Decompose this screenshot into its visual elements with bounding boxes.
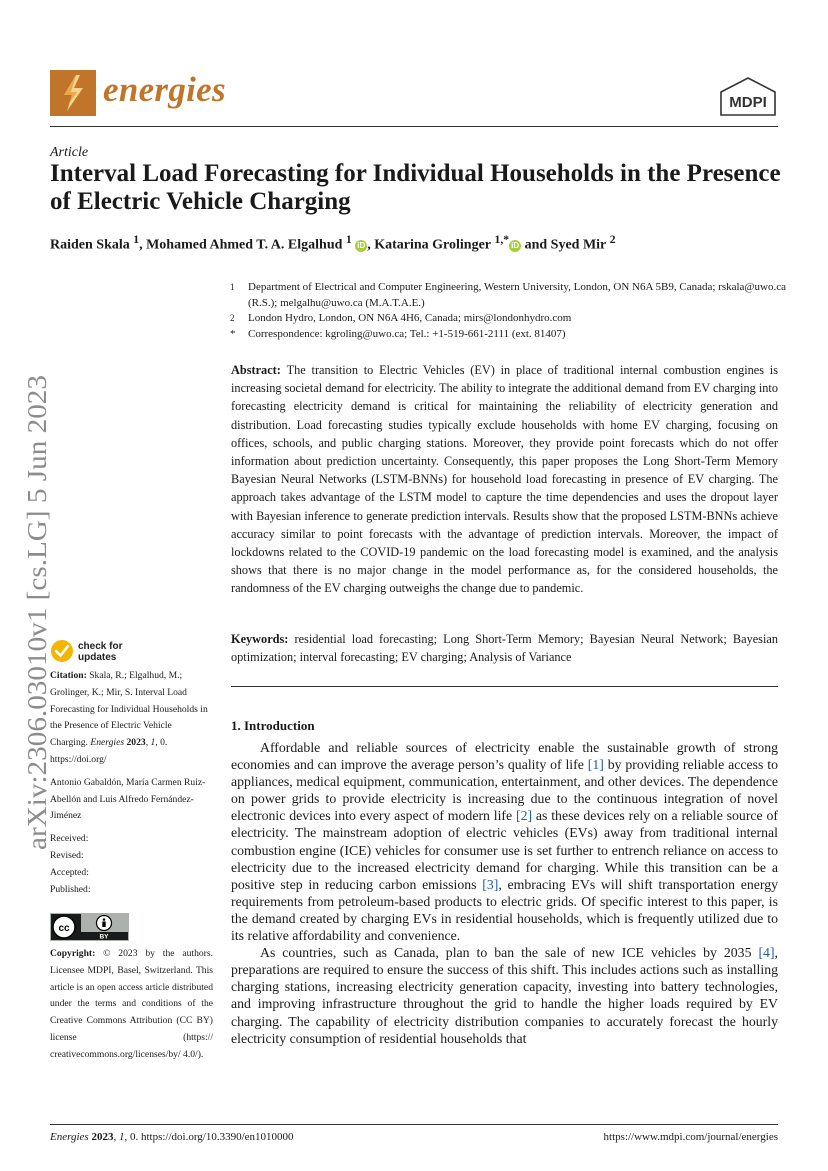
paragraph: As countries, such as Canada, plan to ban the sale of new ICE vehicles by 2035 [4], preparations are required to ensure the success of this shift. This includes actions such as installing charging stations, increasing electricity generation capacity, investing into battery technologies, and improving infrastructure throughout the grid to handle the higher loads required by EV charging. The capability of electricity distribution companies to accurately forecast the hourly electricity consumption of residential households that <box>231 945 778 1046</box>
affiliation-mark: 1 <box>230 282 235 292</box>
publication-dates <box>50 831 212 898</box>
cc-by-license-badge[interactable] <box>50 913 129 941</box>
article-type: Article <box>50 145 89 160</box>
svg-text:arXiv:2306.03010v1 [cs.LG] 5: arXiv:2306.03010v1 [cs.LG] 5 Jun 2023 <box>22 410 52 850</box>
orcid-icon[interactable]: iD <box>511 240 520 250</box>
correspondence-text: Correspondence: kgroling@uwo.ca; Tel.: +1-519-661-2111 (ext. 81407) <box>248 327 566 340</box>
author-name[interactable]: Syed Mir <box>550 237 607 253</box>
affiliation-text: London Hydro, London, ON N6A 4H6, Canada; mirs@londonhydro.com <box>248 312 572 324</box>
published-label: Published: <box>50 883 91 895</box>
author-affiliation-mark: 2 <box>609 233 616 246</box>
author-affiliation-mark: 1,* <box>494 233 510 246</box>
citation-label: Citation: <box>50 670 87 681</box>
footer-divider <box>50 1124 778 1125</box>
footer-year: 2023 <box>91 1131 114 1143</box>
svg-text:check for: check for <box>78 641 123 652</box>
citation-link[interactable]: [4] <box>758 945 775 961</box>
journal-logo[interactable] <box>50 70 96 116</box>
footer-journal: Energies <box>50 1131 89 1143</box>
section-heading-introduction: 1. Introduction <box>231 718 315 733</box>
author-name[interactable]: Katarina Grolinger <box>374 237 492 253</box>
correspondence-item <box>230 327 790 343</box>
affiliation-text: Department of Electrical and Computer Engineering, Western University, London, ON N6A 5B9, Canada; rskala@uwo.ca (R.S.); melgalhu@uwo.ca (M.A.T.A.E.) <box>248 281 787 309</box>
author-affiliation-mark: 1 <box>133 233 140 246</box>
academic-editors: Antonio Gabaldón, María Carmen Ruiz-Abellón and Luis Alfredo Fernández-Jiménez <box>50 776 206 822</box>
citation-volume: 1 <box>150 737 156 749</box>
citation-journal: Energies <box>90 737 125 749</box>
mdpi-logo-icon <box>718 77 778 117</box>
revised-label: Revised: <box>50 849 84 861</box>
citation-year: 2023 <box>126 737 146 749</box>
arxiv-stamp[interactable] <box>22 375 52 850</box>
paragraph: Affordable and reliable sources of electricity enable the sustainable growth of strong economies and can improve the average person’s quality of life [1] by providing reliable access to appliances, medical equipment, communication, entertainment, and other devices. The dependence on power grids to provide electricity is increasing due to the continuous integration of novel electronic devices into every aspect of modern life [2] as these devices rely on a reliable source of electricity. The mainstream adoption of electric vehicles (EVs) away from traditional internal combustion engine (ICE) vehicles for consumer use is set further to entrench reliance on access to electricity due to the increased electricity demand for charging. While this transition can be a positive step in reducing carbon emissions [3], embracing EVs will shift transportation energy requirements from petroleum-based products to electric grids. Of specific interest to this paper, is the demand created by charging EVs in residential households, which is frequently utilized due to its relative affordability and convenience. <box>231 740 778 944</box>
citation-link[interactable]: [3] <box>482 876 499 892</box>
publisher-logo[interactable] <box>718 77 778 117</box>
copyright-label: Copyright: <box>50 948 96 959</box>
journal-name[interactable]: energies <box>103 70 226 109</box>
keywords-text: residential load forecasting; Long Short-Term Memory; Bayesian Neural Network; Bayesian optimization; interval forecasting; EV charging; Analysis of Variance <box>231 632 778 665</box>
author-name[interactable]: Raiden Skala <box>50 237 130 253</box>
check-updates-icon <box>50 638 140 664</box>
author-name[interactable]: Mohamed Ahmed T. A. Elgalhud <box>146 237 343 253</box>
svg-text:cc: cc <box>58 923 70 934</box>
cc-by-icon <box>50 913 129 941</box>
abstract <box>231 361 778 598</box>
affiliation-mark: 2 <box>230 313 235 323</box>
footer-citation: Energies 2023, 1, 0. https://doi.org/10.3390/en1010000 <box>50 1131 294 1143</box>
footer-journal-url[interactable]: https://www.mdpi.com/journal/energies <box>603 1131 778 1143</box>
footer-doi-link[interactable]: , 0. https://doi.org/10.3390/en1010000 <box>124 1131 294 1143</box>
citation-link[interactable]: [2] <box>515 808 533 824</box>
affiliation-item <box>230 280 790 311</box>
copyright-notice <box>50 946 213 1064</box>
svg-text:BY: BY <box>99 933 109 941</box>
lightning-bolt-icon <box>50 70 96 116</box>
citation-block: Citation: Skala, R.; Elgalhud, M.; Grolinger, K.; Mir, S. Interval Load Forecasting for Individual Households in the Presence of Electric Vehicle Charging. Energies 2023, 1, 0. https://doi.org/ <box>50 670 208 765</box>
author-affiliation-mark: 1 <box>345 233 352 246</box>
footer-volume: 1 <box>118 1131 125 1143</box>
affiliation-mark: * <box>230 327 236 340</box>
introduction-body <box>231 739 778 1047</box>
orcid-icon[interactable]: iD <box>357 240 366 250</box>
arxiv-stamp-graphic <box>22 375 52 850</box>
svg-text:updates: updates <box>78 652 117 663</box>
article-sidebar <box>50 668 212 904</box>
abstract-label: Abstract: <box>231 363 281 377</box>
received-label: Received: <box>50 833 89 845</box>
accepted-label: Accepted: <box>50 866 89 878</box>
citation-link[interactable]: [1] <box>587 757 604 773</box>
affiliations <box>230 280 790 342</box>
check-for-updates-button[interactable] <box>50 638 140 664</box>
citation-doi[interactable]: , 0. https://doi.org/ <box>50 737 168 765</box>
keywords <box>231 630 778 666</box>
header-divider <box>50 126 778 127</box>
keywords-label: Keywords: <box>231 632 289 646</box>
affiliation-item <box>230 311 790 327</box>
section-divider <box>231 686 778 687</box>
svg-text:MDPI: MDPI <box>729 94 767 111</box>
copyright-text: © 2023 by the authors. Licensee MDPI, Basel, Switzerland. This article is an open access article distributed under the terms and conditions of the Creative Commons Attribution (CC BY) license (https:// creativecommons.org/licenses/by/ 4.0/). <box>50 948 213 1060</box>
abstract-text: The transition to Electric Vehicles (EV) in place of traditional internal combustion engines is increasing societal demand for electricity. The ability to integrate the additional demand from EV charging into forecasting electricity demand is critical for maintaining the reliability of electricity generation and distribution. Load forecasting studies typically exclude households with home EV charging, focusing on offices, schools, and public charging stations. Moreover, they provide point forecasts which do not offer information about prediction uncertainty. Consequently, this paper proposes the Long Short-Term Memory Bayesian Neural Networks (LSTM-BNNs) for household load forecasting in presence of EV charging. The approach takes advantage of the LSTM model to capture the time dependencies and uses the dropout layer with Bayesian inference to generate prediction intervals. Results show that the proposed LSTM-BNNs achieve accuracy similar to point forecasts with the advantage of prediction intervals. Moreover, the impact of lockdowns related to the COVID-19 pandemic on the load forecasting model is examined, and the analysis shows that there is no major change in the model performance as, for the considered households, the randomness of the EV charging outweighs the change due to pandemic. <box>231 363 779 596</box>
author-list: Raiden Skala $^1$, Mohamed Ahmed T. A. Elgalhud $^1$ iD , Katarina Grolinger $^{1,*}$ iD and Syed Mir $^2$ <box>50 233 616 253</box>
article-title: Interval Load Forecasting for Individual Households in the Presence of Electric Vehicle Charging <box>50 160 781 215</box>
citation-text: Skala, R.; Elgalhud, M.; Grolinger, K.; Mir, S. Interval Load Forecasting for Individual Households in the Presence of Electric Vehicle Charging. <box>50 670 208 749</box>
